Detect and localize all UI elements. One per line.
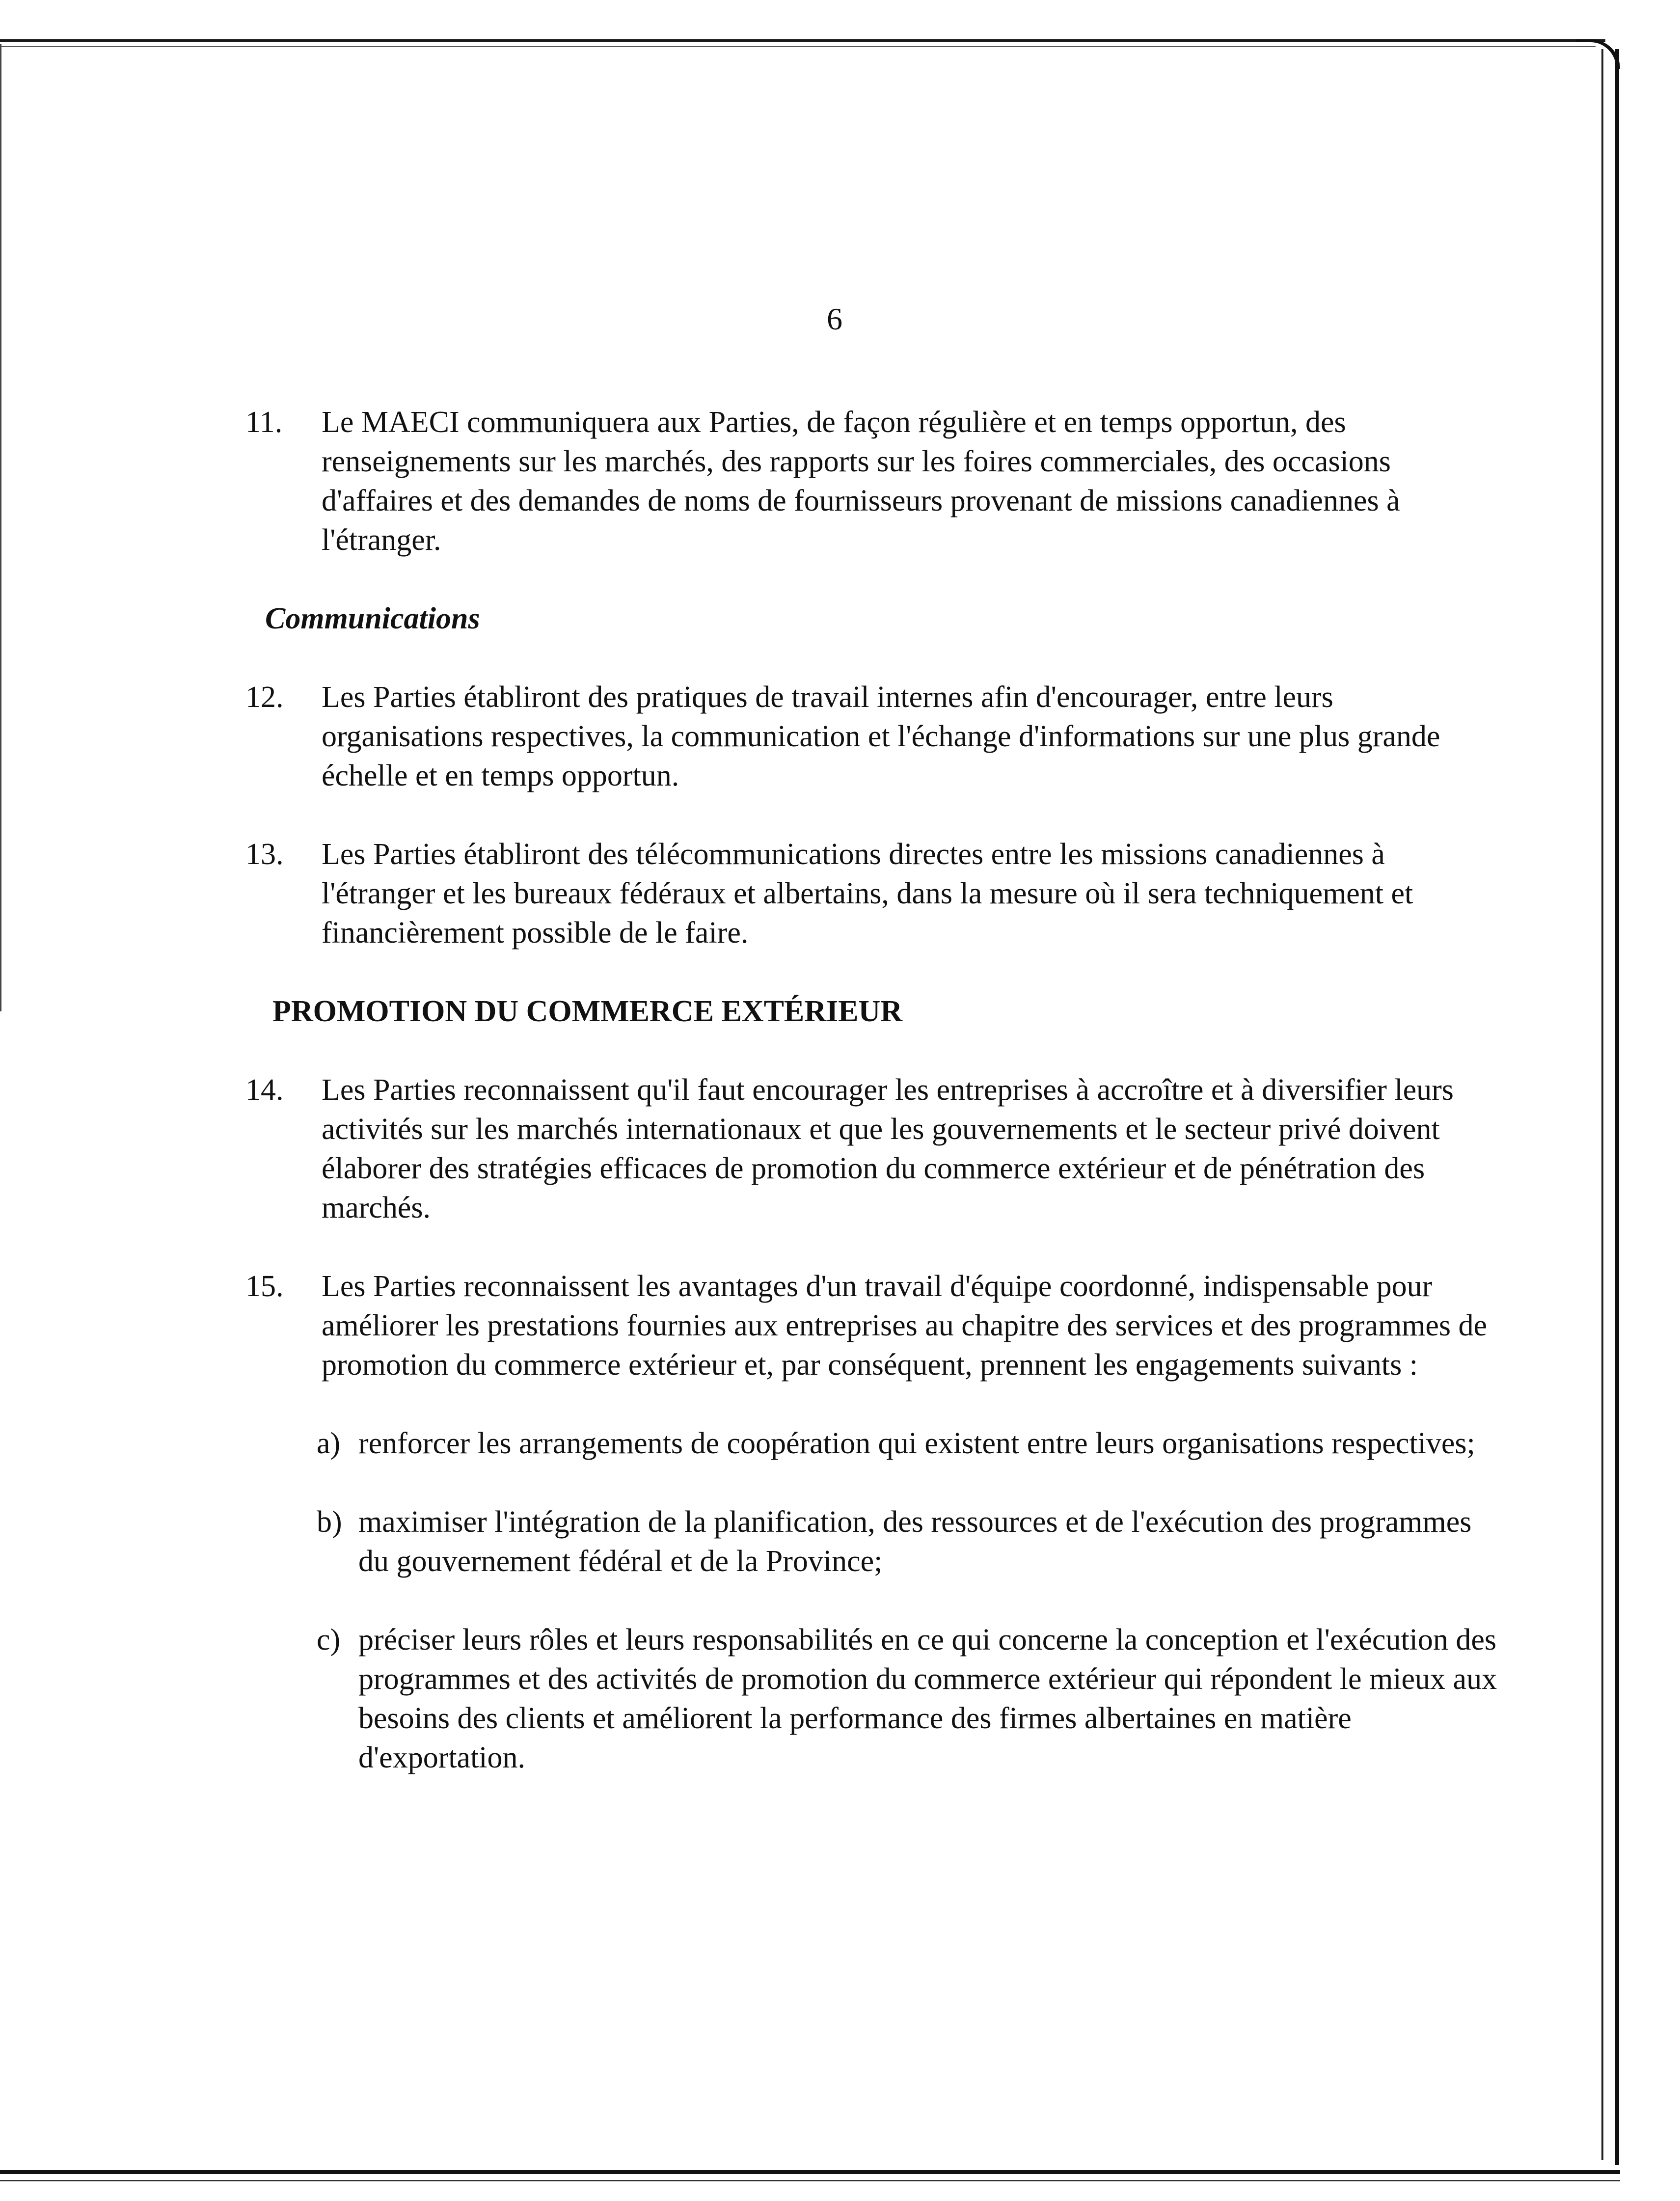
paragraph-15-subitems bbox=[317, 1424, 1502, 1777]
paragraph-number: 12. bbox=[245, 680, 284, 714]
paragraph-13 bbox=[245, 835, 1502, 952]
subitem-letter: b) bbox=[317, 1505, 342, 1539]
subitem-a bbox=[317, 1424, 1502, 1463]
subitem-letter: a) bbox=[317, 1427, 341, 1460]
paragraph-15 bbox=[245, 1267, 1502, 1385]
page-frame-right-outer-line bbox=[1615, 49, 1619, 2165]
paragraph-number: 13. bbox=[245, 838, 284, 871]
paragraph-text: Le MAECI communiquera aux Parties, de façon régulière et en temps opportun, des renseignements sur les marchés, des rapports sur les foires commerciales, des occasions d'affaires et des demandes de noms de fournisseurs provenant de missions canadiennes à l'étranger. bbox=[322, 406, 1400, 557]
paragraph-number: 11. bbox=[245, 406, 283, 439]
paragraph-text: Les Parties reconnaissent les avantages d'un travail d'équipe coordonné, indispensable pour améliorer les prestations fournies aux entreprises au chapitre des services et des programmes de promotion du commerce extérieur et, par conséquent, prennent les engagements suivants : bbox=[322, 1270, 1488, 1382]
document-body bbox=[245, 403, 1502, 1817]
page-number: 6 bbox=[827, 301, 842, 336]
page-frame-bottom-thin-line bbox=[0, 2180, 1620, 2181]
section-heading-promotion: PROMOTION DU COMMERCE EXTÉRIEUR bbox=[272, 995, 903, 1028]
page-frame-top-thin-line bbox=[0, 46, 1596, 47]
page-frame-right-inner-line bbox=[1601, 49, 1603, 2160]
section-heading-communications: Communications bbox=[265, 602, 480, 635]
subitem-text: maximiser l'intégration de la planification, des ressources et de l'exécution des programmes du gouvernement fédéral et de la Province; bbox=[358, 1505, 1472, 1578]
page-frame-left-line bbox=[0, 44, 1, 1011]
paragraph-text: Les Parties établiront des télécommunications directes entre les missions canadiennes à l'étranger et les bureaux fédéraux et albertains, dans la mesure où il sera techniquement et financièrement possible de le faire. bbox=[322, 838, 1413, 950]
paragraph-12 bbox=[245, 678, 1502, 795]
page-frame-bottom-line bbox=[0, 2170, 1620, 2174]
paragraph-14 bbox=[245, 1070, 1502, 1227]
subitem-text: renforcer les arrangements de coopération qui existent entre leurs organisations respectives; bbox=[358, 1427, 1475, 1460]
page-frame-top-line bbox=[0, 39, 1605, 42]
subitem-text: préciser leurs rôles et leurs responsabilités en ce qui concerne la conception et l'exécution des programmes et des activités de promotion du commerce extérieur qui répondent le mieux aux besoins des clients et améliorent la performance des firmes albertaines en matière d'exportation. bbox=[358, 1623, 1497, 1774]
paragraph-text: Les Parties reconnaissent qu'il faut encourager les entreprises à accroître et à diversifier leurs activités sur les marchés internationaux et que les gouvernements et le secteur privé doivent élaborer des stratégies efficaces de promotion du commerce extérieur et de pénétration des marchés. bbox=[322, 1073, 1454, 1224]
paragraph-number: 15. bbox=[245, 1270, 284, 1303]
paragraph-number: 14. bbox=[245, 1073, 284, 1107]
paragraph-text: Les Parties établiront des pratiques de travail internes afin d'encourager, entre leurs organisations respectives, la communication et l'échange d'informations sur une plus grande échelle et en temps opportun. bbox=[322, 680, 1440, 792]
subitem-letter: c) bbox=[317, 1623, 341, 1657]
page-frame-corner bbox=[1576, 39, 1620, 69]
subitem-c bbox=[317, 1620, 1502, 1777]
subitem-b bbox=[317, 1502, 1502, 1581]
paragraph-11 bbox=[245, 403, 1502, 560]
